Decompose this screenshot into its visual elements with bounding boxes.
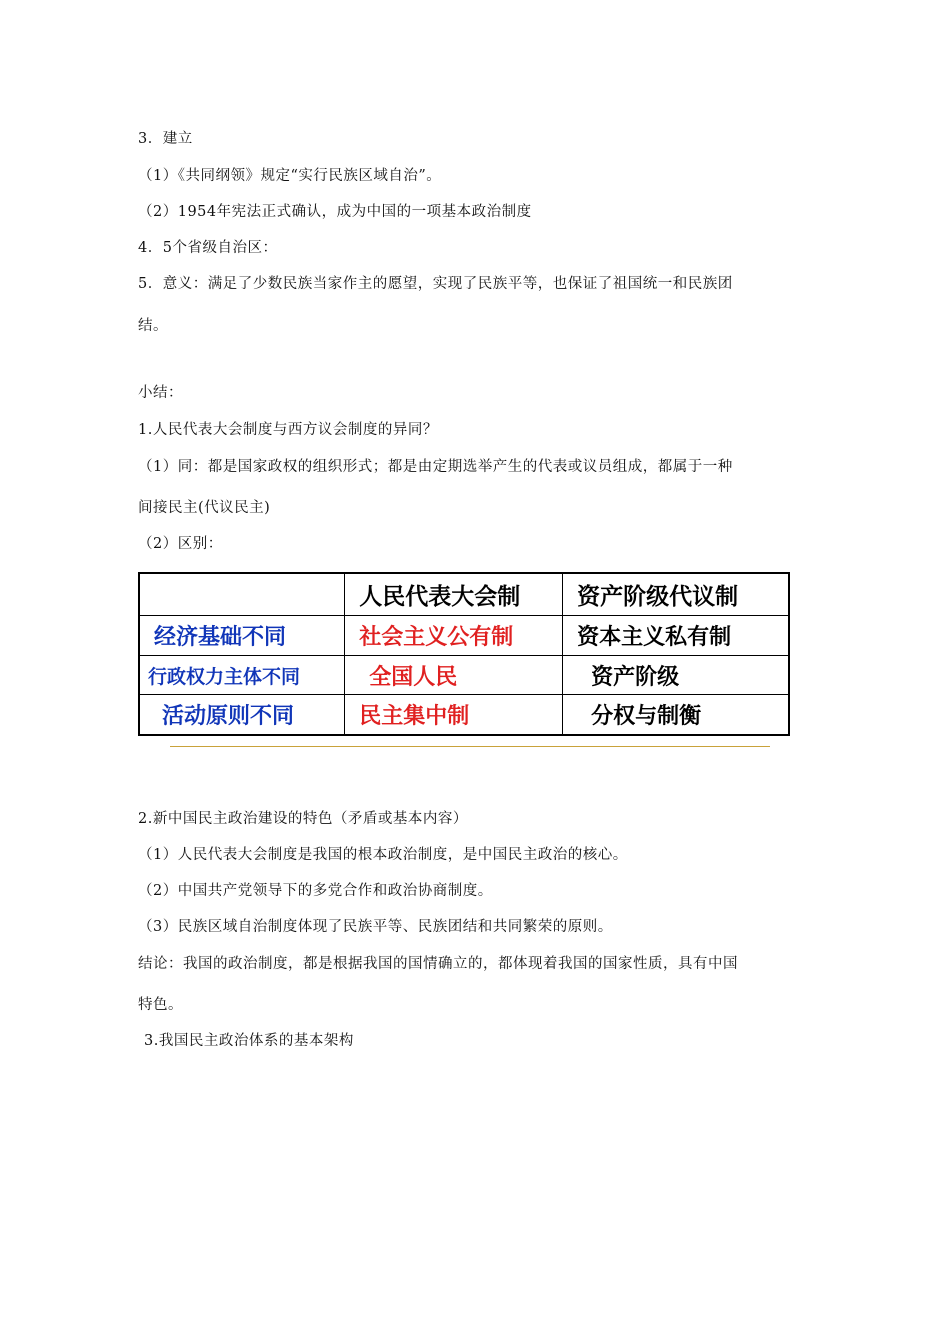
conclusion-line1: 结论：我国的政治制度，都是根据我国的国情确立的，都体现着我国的国家性质，具有中国: [138, 956, 738, 972]
table-row: [139, 655, 789, 695]
significance-line2: 结。: [138, 318, 168, 334]
cell-bourgeois-economic: 资本主义私有制: [563, 616, 789, 656]
cell-bourgeois-power: 资产阶级: [563, 655, 789, 695]
regions-line: 4．5个省级自治区：: [138, 240, 278, 256]
cell-npc-economic: 社会主义公有制: [345, 616, 563, 656]
table-corner-cell: [139, 573, 345, 616]
significance-line1: 5．意义：满足了少数民族当家作主的愿望，实现了民族平等，也保证了祖国统一和民族团: [138, 276, 733, 292]
features-p1: （1）人民代表大会制度是我国的根本政治制度，是中国民主政治的核心。: [138, 847, 628, 863]
row-label-economic-basis: 经济基础不同: [139, 616, 345, 656]
summary-q1: 1.人民代表大会制度与西方议会制度的异同？: [138, 422, 438, 438]
conclusion-line2: 特色。: [138, 997, 183, 1013]
establish-p1: （1）《共同纲领》规定“实行民族区域自治”。: [138, 168, 442, 184]
cell-npc-principle: 民主集中制: [345, 695, 563, 735]
features-p2: （2）中国共产党领导下的多党合作和政治协商制度。: [138, 883, 493, 899]
table-header-row: [139, 573, 789, 616]
table-header-bourgeois: 资产阶级代议制: [563, 573, 789, 616]
cell-npc-power: 全国人民: [345, 655, 563, 695]
features-title: 2.新中国民主政治建设的特色（矛盾或基本内容）: [138, 811, 468, 827]
summary-diff: （2）区别：: [138, 536, 223, 552]
establish-heading: 3．建立: [138, 131, 193, 147]
features-p3: （3）民族区域自治制度体现了民族平等、民族团结和共同繁荣的原则。: [138, 919, 613, 935]
row-label-principle: 活动原则不同: [139, 695, 345, 735]
row-label-power-subject: 行政权力主体不同: [139, 655, 345, 695]
comparison-table: [138, 572, 790, 736]
table-row: [139, 616, 789, 656]
cell-bourgeois-principle: 分权与制衡: [563, 695, 789, 735]
summary-same-line2: 间接民主(代议民主): [138, 500, 271, 516]
table-row: [139, 695, 789, 735]
establish-p2: （2）1954年宪法正式确认，成为中国的一项基本政治制度: [138, 204, 532, 220]
divider-rule: [170, 746, 770, 747]
summary-same-line1: （1）同：都是国家政权的组织形式；都是由定期选举产生的代表或议员组成，都属于一种: [138, 459, 733, 475]
system-heading: 3.我国民主政治体系的基本架构: [144, 1033, 354, 1049]
table-header-npc: 人民代表大会制: [345, 573, 563, 616]
summary-title: 小结：: [138, 385, 183, 401]
